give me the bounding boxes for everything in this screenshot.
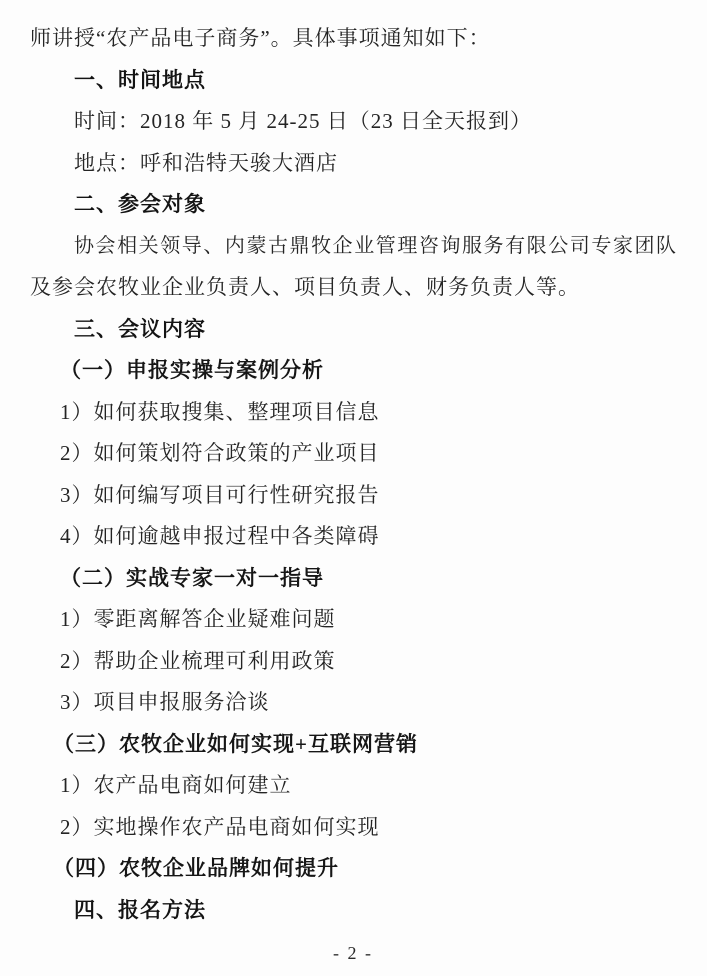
- subheading-expert-guidance: （二）实战专家一对一指导: [60, 565, 324, 590]
- subheading-brand-improvement: （四）农牧企业品牌如何提升: [53, 856, 339, 880]
- section-heading-time-location: 一、时间地点: [74, 68, 206, 92]
- list-item: 1）农产品电商如何建立: [60, 773, 292, 797]
- location-line: 地点：呼和浩特天骏大酒店: [74, 150, 338, 175]
- list-item: 3）项目申报服务洽谈: [60, 690, 270, 714]
- section-heading-registration: 四、报名方法: [74, 898, 206, 922]
- section-heading-agenda: 三、会议内容: [74, 317, 206, 341]
- list-item: 3）如何编写项目可行性研究报告: [60, 482, 380, 507]
- section-heading-participants: 二、参会对象: [74, 193, 206, 216]
- list-item: 1）零距离解答企业疑难问题: [60, 607, 336, 631]
- list-item: 4）如何逾越申报过程中各类障碍: [60, 524, 380, 548]
- list-item: 1）如何获取搜集、整理项目信息: [60, 399, 380, 424]
- list-item: 2）如何策划符合政策的产业项目: [60, 441, 380, 465]
- paragraph-continuation-line: 师讲授“农产品电子商务”。具体事项通知如下：: [30, 26, 491, 50]
- subheading-internet-marketing: （三）农牧企业如何实现+互联网营销: [53, 731, 418, 756]
- subheading-declaration-practice: （一）申报实操与案例分析: [60, 358, 324, 382]
- participants-paragraph-line-1: 协会相关领导、内蒙古鼎牧企业管理咨询服务有限公司专家团队: [74, 234, 676, 257]
- list-item: 2）实地操作农产品电商如何实现: [60, 814, 380, 839]
- list-item: 2）帮助企业梳理可利用政策: [60, 648, 336, 673]
- participants-paragraph-line-2: 及参会农牧业企业负责人、项目负责人、财务负责人等。: [30, 275, 580, 299]
- page-number: - 2 -: [333, 943, 373, 963]
- time-line: 时间：2018 年 5 月 24-25 日（23 日全天报到）: [74, 109, 532, 133]
